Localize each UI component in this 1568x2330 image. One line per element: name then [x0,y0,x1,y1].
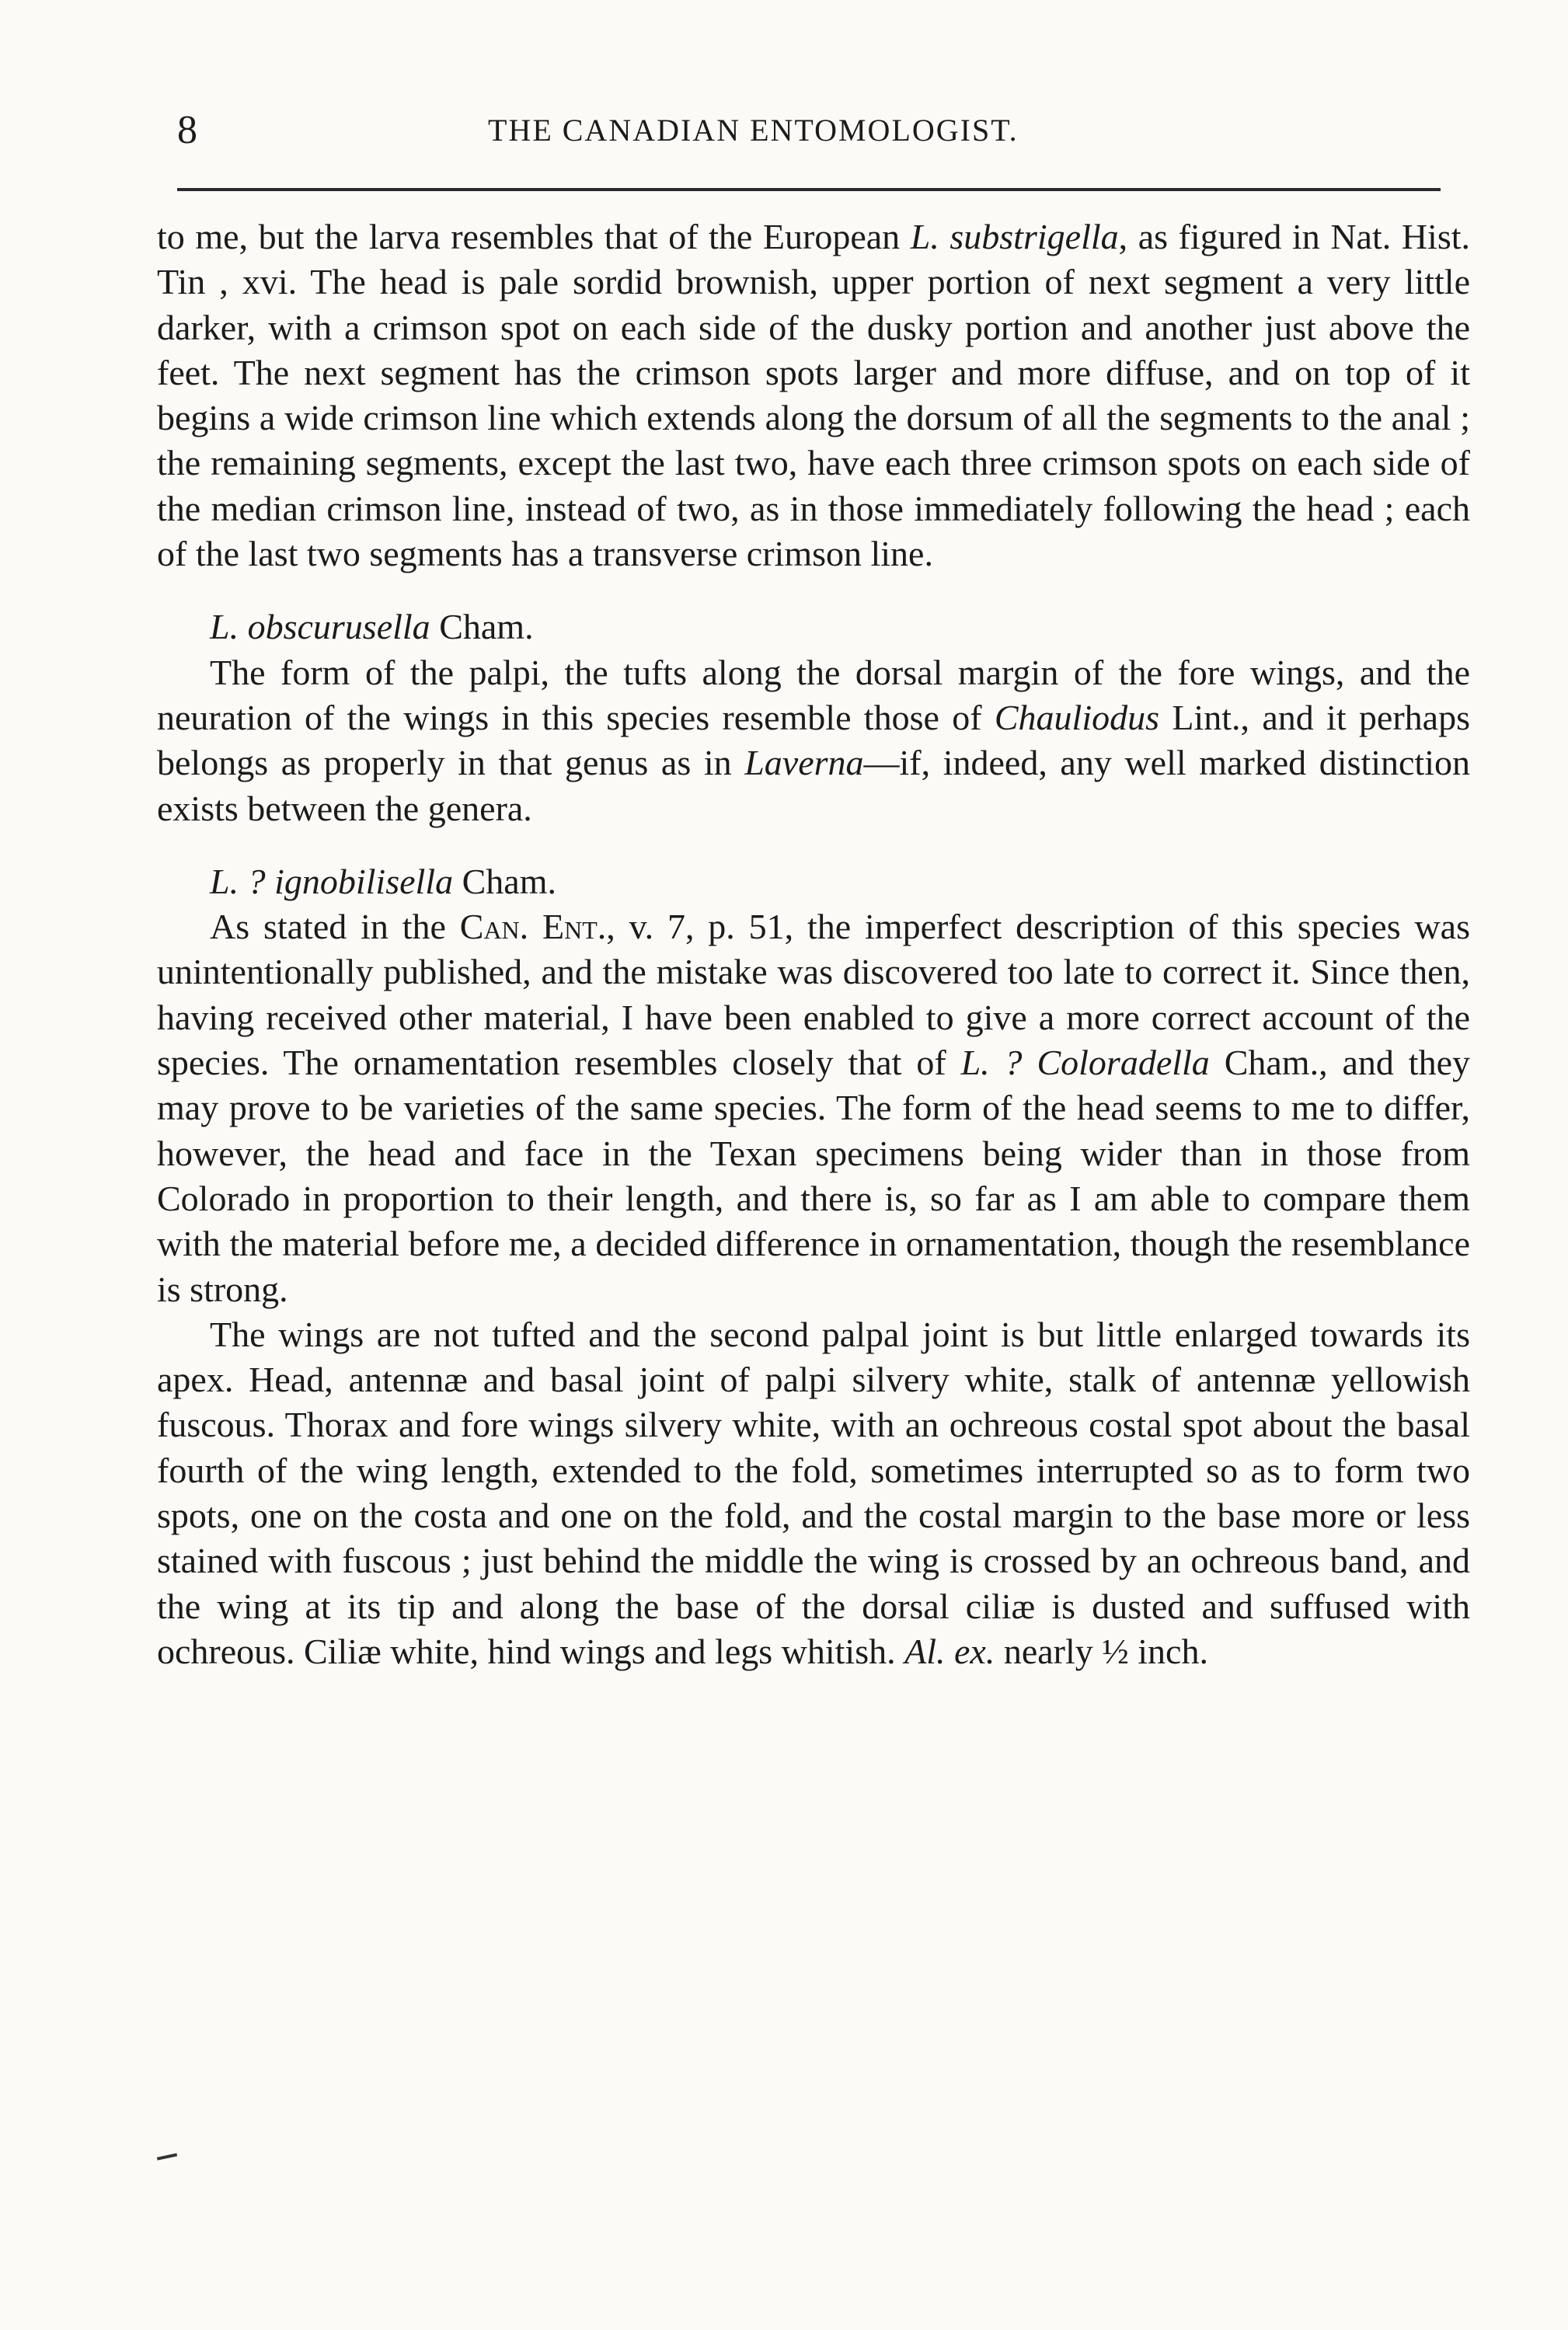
text-run: The form of the palpi, the tufts along the dorsal margin of the fore wings, and the neuration of the wings in this species resemble those of [157,652,1470,737]
measurement-abbrev: Al. ex. [904,1631,995,1671]
author-name: Cham. [430,607,534,647]
page-header [177,107,1441,154]
article-body [157,214,1470,1674]
author-name: Cham. [453,861,556,901]
page-number: 8 [177,108,197,152]
text-run: to me, but the larva resembles that of the European [157,217,911,256]
species-name: L. obscurusella [210,607,430,647]
paragraph-ignobilisella [157,904,1470,1312]
text-run: —if, indeed, any well marked distinction exists between the genera. [157,743,1470,828]
paragraph-wing-description [157,1312,1470,1674]
running-title: THE CANADIAN ENTOMOLOGIST. [488,113,1019,148]
species-name: L. ? ignobilisella [210,861,454,901]
journal-abbrev: Can. Ent. [459,907,607,947]
paragraph-obscurusella [157,650,1470,831]
text-run: , as figured in Nat. Hist. Tin , xvi. The head is pale sordid brownish, upper portion of next segment a very little darker, with a crimson spot on each side of the dusky portion and another just above the feet. The next segment has the crimson spots larger and more diffuse, and on top of it begins a wide crimson line which extends along the dorsum of all the segments to the anal ; the remaining segments, except the last two, have each three crimson spots on each side of the median crimson line, instead of two, as in those immediately following the head ; each of the last two segments has a transverse crimson line. [157,217,1471,574]
text-run: Cham., and they may prove to be varieties of the same species. The form of the head seems to me to differ, however, the head and face in the Texan specimens being wider than in those from Colorado in proportion to their length, and there is, so far as I am able to compare them with the material before me, a decided difference in ornamentation, though the resemblance is strong. [157,1043,1470,1309]
genus-name: Chauliodus [994,697,1160,737]
header-rule [177,188,1441,191]
species-name: L. substrigella [910,217,1119,256]
genus-name: Laverna [744,743,864,783]
species-name: L. ? Coloradella [960,1043,1210,1083]
print-mark [157,2153,177,2160]
text-run: nearly ½ inch. [995,1631,1208,1671]
species-heading-obscurusella [157,604,1470,650]
text-run: As stated in the [210,907,460,947]
species-heading-ignobilisella [157,859,1470,904]
paragraph-larva-description [157,214,1470,576]
text-run: Lint., and it perhaps belongs as properly in that genus as in [157,697,1470,783]
text-run: , v. 7, p. 51, the imperfect description of this species was unintentionally published, and the mistake was discovered too late to correct it. Since then, having received other material, I have been enabled to give a more correct account of the species. The ornamentation resembles closely that of [157,907,1470,1083]
text-run: The wings are not tufted and the second palpal joint is but little enlarged towards its apex. Head, antennæ and basal joint of palpi silvery white, stalk of antennæ yellowish fuscous. Thorax and fore wings silvery white, with an ochreous costal spot about the basal fourth of the wing length, extended to the fold, sometimes interrupted so as to form two spots, one on the costa and one on the fold, and the costal margin to the base more or less stained with fuscous ; just behind the middle the wing is crossed by an ochreous band, and the wing at its tip and along the base of the dorsal ciliæ is dusted and suffused with ochreous. Ciliæ white, hind wings and legs whitish. [157,1314,1470,1671]
